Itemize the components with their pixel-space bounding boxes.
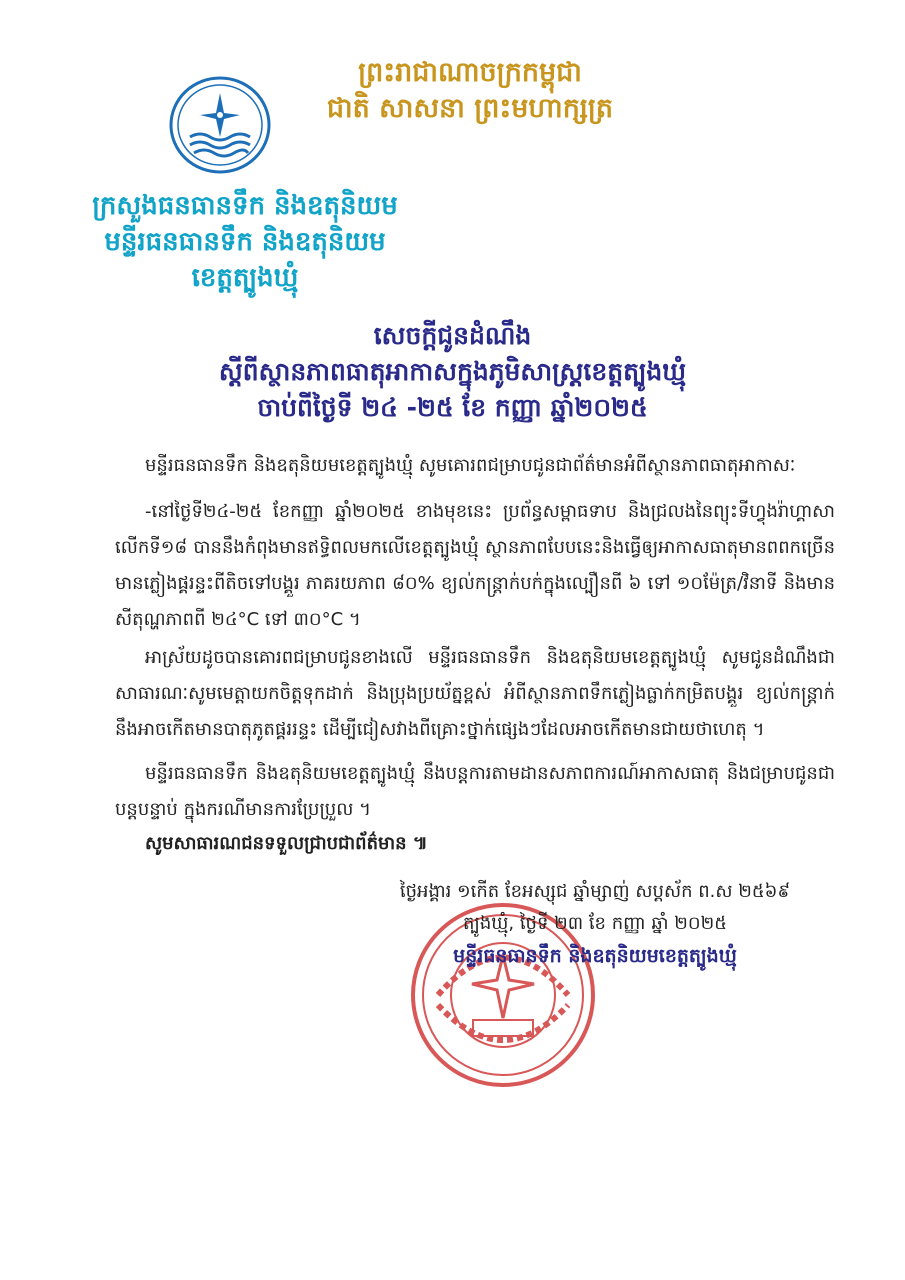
paragraph-closing	[145, 826, 835, 862]
notice-date-range: ចាប់ពីថ្ងៃទី ២៤ -២៥ ខែ កញ្ញា ឆ្នាំ២០២៥	[257, 393, 648, 422]
kingdom-motto: ជាតិ សាសនា ព្រះមហាក្សត្រ	[326, 93, 614, 124]
paragraph-closing-text: សូមសាធារណជនទទួលជ្រាបជាព័ត៌មាន ៕	[145, 833, 428, 854]
paragraph-forecast-text: -នៅថ្ងៃទី២៤-២៥ ខែកញ្ញា ឆ្នាំ២០២៥ ខាងមុខនេះ ប្រព័ន្ធសម្ពាធទាប និងជ្រលងនៃព្យុះទីហ្វុងរ៉ាហ្គាសា លើកទី១៨ បាននឹងកំពុងមានឥទ្ធិពលមកលើខេត្តត្បូងឃ្មុំ ស្ថានភាពបែបនេះនិងធ្វើឲ្យអាកាសធាតុមានពពកច្រើន មានភ្លៀងផ្គរន្ទះពីតិចទៅបង្គួរ ភាគរយភាព ៨០% ខ្យល់កន្ត្រាក់បក់ក្នុងល្បឿនពី ៦ ទៅ ១០ម៉ែត្រ/វិនាទី និងមានសីតុណ្ហភាពពី ២៤°C ទៅ ៣០°C ។	[115, 501, 835, 630]
paragraph-monitoring-text: មន្ទីរធនធានទឹក និងឧតុនិយមខេត្តត្បូងឃ្មុំ នឹងបន្តការតាមដានសភាពការណ៍អាកាសធាតុ និងជម្រាបជូនជាបន្តបន្ទាប់ ក្នុងករណីមានការប្រែប្រួល ។	[115, 763, 835, 820]
lunar-date: ថ្ងៃអង្គារ ១កើត ខែអស្សុជ ឆ្នាំម្សាញ់ សប្ដស័ក ព.ស ២៥៦៩	[399, 881, 791, 902]
province-name: ខេត្តត្បូងឃ្មុំ	[191, 263, 299, 293]
paragraph-advice	[115, 640, 835, 748]
notice-title: សេចក្ដីជូនដំណឹង	[373, 321, 532, 350]
ministry-logo	[168, 75, 272, 175]
notice-subject: ស្ដីពីស្ថានភាពធាតុអាកាសក្នុងភូមិសាស្ត្រខេត្តត្បូងឃ្មុំ	[218, 357, 687, 386]
paragraph-intro-text: មន្ទីរធនធានទឹក និងឧតុនិយមខេត្តត្បូងឃ្មុំ សូមគោរពជម្រាបជូនជាព័ត៌មានអំពីស្ថានភាពធាតុអាកាសៈ	[145, 455, 796, 476]
paragraph-monitoring	[115, 756, 835, 828]
ministry-name: ក្រសួងធនធានទឹក និងឧតុនិយម	[92, 191, 398, 221]
place-and-date: ត្បូងឃ្មុំ, ថ្ងៃទី ២៣ ខែ កញ្ញា ឆ្នាំ ២០២៥	[463, 913, 727, 934]
paragraph-intro	[115, 448, 835, 484]
signing-office: មន្ទីរធនធានទឹក និងឧតុនិយមខេត្តត្បូងឃ្មុំ	[453, 945, 737, 967]
paragraph-forecast	[115, 494, 835, 638]
paragraph-advice-text: អាស្រ័យដូចបានគោរពជម្រាបជូនខាងលើ មន្ទីរធនធានទឹក និងឧតុនិយមខេត្តត្បូងឃ្មុំ សូមជូនដំណឹងជាសាធារណៈសូមមេត្តាយកចិត្តទុកដាក់ និងប្រុងប្រយ័ត្នខ្ពស់ អំពីស្ថានភាពទឹកភ្លៀងធ្លាក់កម្រិតបង្គួរ ខ្យល់កន្ត្រាក់នឹងអាចកើតមានបាតុភូតផ្គររន្ទះ ដើម្បីជៀសវាងពីគ្រោះថ្នាក់ផ្សេងៗដែលអាចកើតមានជាយថាហេតុ ។	[115, 647, 835, 740]
kingdom-title: ព្រះរាជាណាចក្រកម្ពុជា	[358, 57, 582, 88]
department-name: មន្ទីរធនធានទឹក និងឧតុនិយម	[104, 227, 386, 257]
